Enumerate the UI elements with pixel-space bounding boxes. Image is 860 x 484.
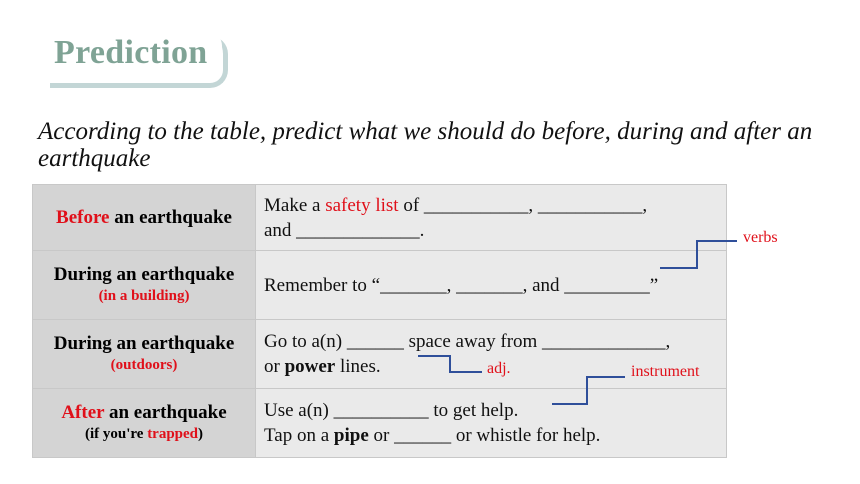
label-sub-text: (if you're [84,425,148,442]
label-highlight: Before [56,207,110,228]
content-text: Tap on a [264,425,334,446]
instruction-text: According to the table, predict what we should do before, during and after an earthquake [38,118,813,172]
content-text: of ___________, ___________, [398,194,648,216]
label-highlight: After [61,401,105,423]
annotation-adj: adj. [487,360,511,377]
page-title: Prediction [54,34,208,71]
annotation-verbs: verbs [743,229,778,246]
content-line: Use a(n) __________ to get help. [264,400,519,421]
label-text: an earthquake [104,401,227,423]
label-sub-highlight: trapped [147,425,199,442]
annotation-instrument: instrument [631,363,700,380]
label-sub-text: ) [198,425,204,442]
content-text: Make a [264,194,326,216]
verbs-connector [660,241,737,268]
content-text: lines. [335,356,381,377]
content-bold: power [284,356,336,377]
label-sub: (outdoors) [110,356,178,373]
content-text: or [264,356,285,377]
content-line: Go to a(n) ______ space away from _____________, [264,331,671,352]
content-bold: pipe [333,425,369,446]
content-line: Remember to “_______, _______, and _________” [264,274,659,296]
content-highlight: safety list [325,194,399,216]
content-text: or ______ or whistle for help. [368,425,601,446]
label-text: During an earthquake [53,332,235,354]
label-text: During an earthquake [53,263,235,285]
instrument-connector [552,377,625,404]
content-line: and _____________. [264,219,425,241]
label-text: an earthquake [109,207,232,228]
adj-connector [418,356,482,372]
label-sub: (in a building) [98,287,190,304]
